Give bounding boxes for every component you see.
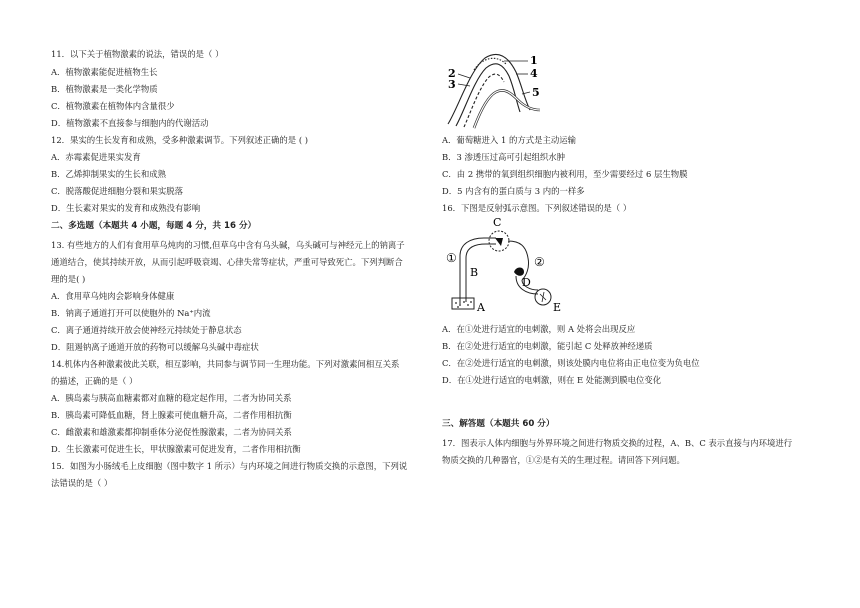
q12-option-d: D．生长素对果实的发育和成熟没有影响: [51, 203, 201, 213]
q17-stem-line1: 17．图表示人体内细胞与外界环境之间进行物质交换的过程，A、B、C 表示直接与内环境进行: [442, 438, 793, 448]
q13-stem-line2: 通道结合，使其持续开放，从而引起呼吸衰竭、心律失常等症状，严重可导致死亡。下列判断合: [51, 257, 403, 267]
q13-stem-line3: 理的是( ): [51, 274, 86, 284]
fig16-label-circ2: ②: [534, 255, 545, 269]
fig16-label-d: D: [522, 276, 531, 289]
fig15-label-3: 3: [448, 78, 456, 91]
villus-diagram: [440, 48, 550, 130]
q16-option-c: C．在②处进行适宜的电刺激，则该处膜内电位将由正电位变为负电位: [442, 358, 700, 368]
vessel-dashed: [464, 74, 504, 127]
q13-stem-line1: 13. 有些地方的人们有食用草乌炖肉的习惯,但草乌中含有乌头碱，乌头碱可与神经元上的钠离子: [51, 240, 405, 250]
q12-option-b: B．乙烯抑制果实的生长和成熟: [51, 169, 167, 179]
q11-stem: 11．以下关于植物激素的说法，错误的是（ ）: [51, 49, 224, 59]
q12-stem: 12．果实的生长发育和成熟，受多种激素调节。下列叙述正确的是 ( ): [51, 135, 309, 145]
fig16-label-b: B: [470, 266, 479, 279]
q14-option-c: C．雌激素和雄激素都抑制垂体分泌促性腺激素，二者为协同关系: [51, 427, 292, 437]
reflex-arc-diagram: [446, 216, 580, 316]
q15-option-c: C．由 2 携带的氧到组织细胞内被利用，至少需要经过 6 层生物膜: [442, 169, 688, 179]
q11-option-d: D．植物激素不直接参与细胞内的代谢活动: [51, 118, 209, 128]
q14-stem-line1: 14.机体内各种激素彼此关联，相互影响，共同参与调节同一生理功能。下列对激素间相互关系: [51, 359, 400, 369]
q11-option-a: A．植物激素能促进植物生长: [51, 67, 158, 77]
q14-stem-line2: 的描述，正确的是（ ）: [51, 376, 138, 386]
q12-option-c: C．脱落酸促进细胞分裂和果实脱落: [51, 186, 184, 196]
villus-outer-curve: [448, 54, 530, 124]
section-3-heading: 三、解答题（本题共 60 分）: [442, 419, 555, 429]
q13-option-b: B．钠离子通道打开可以使胞外的 Na⁺内流: [51, 308, 211, 318]
fig16-label-e: E: [553, 301, 562, 314]
fig16-label-circ1: ①: [446, 251, 457, 265]
receptor-dots: [455, 301, 472, 308]
section-2-heading: 二、多选题（本题共 4 小题，每题 4 分，共 16 分）: [51, 221, 257, 231]
q13-option-a: A．食用草乌炖肉会影响身体健康: [51, 291, 175, 301]
fig15-label-1: 1: [530, 54, 538, 67]
q17-stem-line2: 物质交换的几种器官，①②是有关的生理过程。请回答下列问题。: [442, 455, 685, 465]
q15-stem-line1: 15．如图为小肠绒毛上皮细胞（图中数字 1 所示）与内环境之间进行物质交换的示意图，下列说: [51, 461, 408, 471]
q15-option-b: B．3 渗透压过高可引起组织水肿: [442, 152, 566, 162]
q11-option-c: C．植物激素在植物体内含量很少: [51, 101, 175, 111]
q14-option-a: A．胰岛素与胰高血糖素都对血糖的稳定起作用，二者为协同关系: [51, 393, 292, 403]
q16-option-d: D．在①处进行适宜的电刺激，则在 E 处能测到膜电位变化: [442, 375, 662, 385]
fig16-label-a: A: [477, 301, 485, 314]
q12-option-a: A．赤霉素促进果实发育: [51, 152, 141, 162]
q13-option-d: D．阻遏钠离子通道开放的药物可以缓解乌头碱中毒症状: [51, 342, 259, 352]
q15-option-d: D．5 内含有的蛋白质与 3 内的一样多: [442, 186, 585, 196]
q15-option-a: A．葡萄糖进入 1 的方式是主动运输: [442, 135, 576, 145]
q16-option-a: A．在①处进行适宜的电刺激，则 A 处将会出现反应: [442, 324, 636, 334]
q16-stem: 16．下图是反射弧示意图。下列叙述错误的是（ ）: [442, 203, 632, 213]
fig15-label-5: 5: [532, 86, 540, 99]
capillary-tube: [474, 90, 540, 128]
q13-option-c: C．离子通道持续开放会使神经元持续处于静息状态: [51, 325, 242, 335]
q14-option-b: B．胰岛素可降低血糖，肾上腺素可使血糖升高，二者作用相抗衡: [51, 410, 292, 420]
cell-body-d: [514, 268, 524, 276]
fig15-label-4: 4: [530, 67, 538, 80]
synapse-c-knob: [495, 238, 503, 246]
q11-option-b: B．植物激素是一类化学物质: [51, 84, 158, 94]
fig15-label-2: 2: [448, 67, 456, 80]
q15-stem-line2: 法错误的是（ ）: [51, 478, 113, 488]
q16-option-b: B．在②处进行适宜的电刺激，能引起 C 处释放神经递质: [442, 341, 653, 351]
fig16-label-c: C: [493, 216, 502, 229]
q14-option-d: D．生长激素可促进生长，甲状腺激素可促进发育，二者作用相抗衡: [51, 444, 301, 454]
